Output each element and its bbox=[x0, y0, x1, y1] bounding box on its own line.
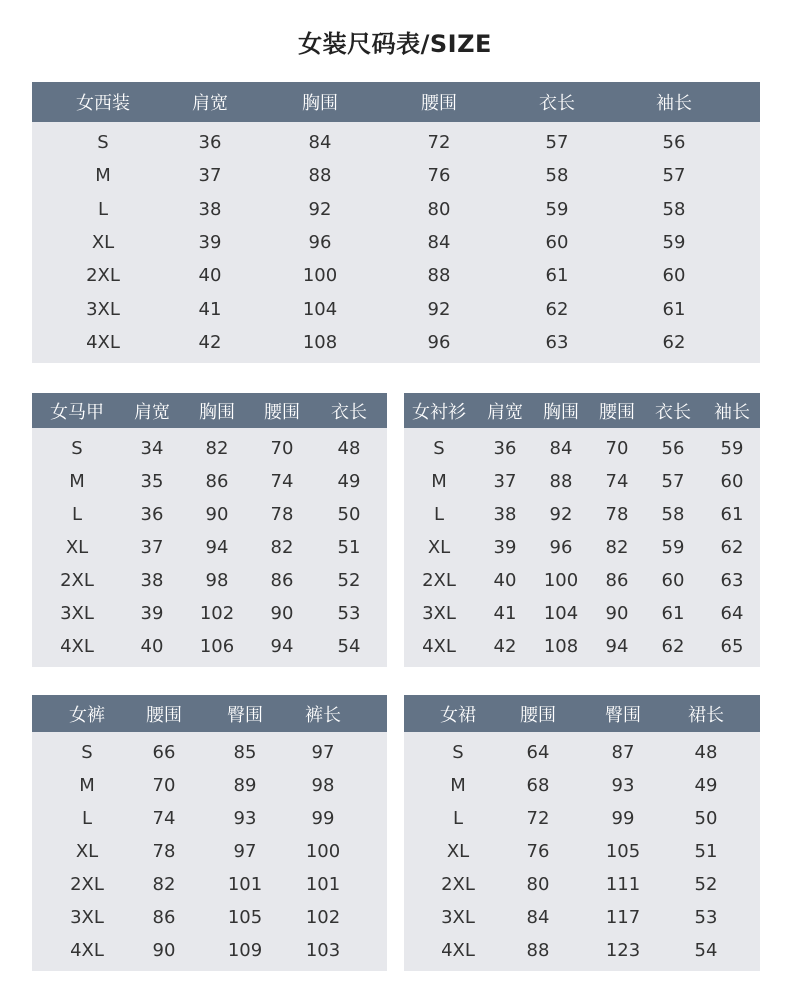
shirt-size-table bbox=[404, 393, 760, 667]
size-label: 2XL bbox=[60, 570, 94, 591]
measurement-cell: 42 bbox=[198, 331, 222, 353]
measurement-cell: 59 bbox=[720, 438, 744, 459]
measurement-cell: 39 bbox=[140, 603, 164, 624]
measurement-cell: 61 bbox=[720, 504, 744, 525]
measurement-cell: 96 bbox=[427, 331, 451, 353]
measurement-cell: 78 bbox=[605, 504, 629, 525]
measurement-cell: 106 bbox=[199, 636, 235, 657]
size-label: XL bbox=[446, 841, 470, 862]
measurement-cell: 117 bbox=[605, 907, 641, 928]
column-header: 肩宽 bbox=[192, 93, 228, 114]
table-row bbox=[404, 597, 760, 630]
size-label: S bbox=[81, 742, 93, 763]
measurement-cell: 36 bbox=[493, 438, 517, 459]
measurement-cell: 57 bbox=[545, 132, 569, 154]
measurement-cell: 102 bbox=[199, 603, 235, 624]
measurement-cell: 111 bbox=[605, 874, 641, 895]
measurement-cell: 86 bbox=[270, 570, 294, 591]
measurement-cell: 101 bbox=[305, 874, 341, 895]
measurement-cell: 58 bbox=[661, 504, 685, 525]
measurement-cell: 88 bbox=[308, 165, 332, 187]
size-label: 3XL bbox=[70, 907, 104, 928]
size-label: 2XL bbox=[70, 874, 104, 895]
measurement-cell: 72 bbox=[526, 808, 550, 829]
table-row bbox=[32, 259, 760, 292]
measurement-cell: 94 bbox=[270, 636, 294, 657]
measurement-cell: 58 bbox=[545, 165, 569, 187]
shirt-table-header bbox=[404, 393, 760, 428]
measurement-cell: 36 bbox=[140, 504, 164, 525]
measurement-cell: 48 bbox=[694, 742, 718, 763]
measurement-cell: 96 bbox=[308, 231, 332, 253]
column-header: 衣长 bbox=[539, 93, 575, 114]
measurement-cell: 105 bbox=[227, 907, 263, 928]
measurement-cell: 61 bbox=[662, 298, 686, 320]
table-row bbox=[32, 901, 387, 934]
column-header: 腰围 bbox=[520, 704, 556, 726]
measurement-cell: 63 bbox=[720, 570, 744, 591]
measurement-cell: 40 bbox=[198, 265, 222, 287]
measurement-cell: 56 bbox=[661, 438, 685, 459]
size-label: 3XL bbox=[422, 603, 456, 624]
size-label: 4XL bbox=[86, 331, 120, 353]
size-label: S bbox=[452, 742, 464, 763]
measurement-cell: 66 bbox=[152, 742, 176, 763]
column-header: 腰围 bbox=[599, 401, 635, 423]
measurement-cell: 38 bbox=[493, 504, 517, 525]
size-label: 2XL bbox=[422, 570, 456, 591]
size-label: 2XL bbox=[441, 874, 475, 895]
measurement-cell: 70 bbox=[152, 775, 176, 796]
vest-size-table bbox=[32, 393, 387, 667]
measurement-cell: 49 bbox=[337, 471, 361, 492]
measurement-cell: 104 bbox=[302, 298, 338, 320]
measurement-cell: 84 bbox=[427, 231, 451, 253]
measurement-cell: 72 bbox=[427, 132, 451, 154]
measurement-cell: 104 bbox=[543, 603, 579, 624]
column-header: 肩宽 bbox=[487, 401, 523, 423]
table-row bbox=[32, 193, 760, 226]
size-label: 4XL bbox=[422, 636, 456, 657]
pants-table-body bbox=[32, 732, 387, 971]
table-row bbox=[32, 159, 760, 192]
size-label: L bbox=[71, 504, 83, 525]
measurement-cell: 100 bbox=[543, 570, 579, 591]
vest-table-header bbox=[32, 393, 387, 428]
size-label: XL bbox=[65, 537, 89, 558]
measurement-cell: 86 bbox=[605, 570, 629, 591]
measurement-cell: 57 bbox=[662, 165, 686, 187]
table-row bbox=[404, 531, 760, 564]
column-header: 女裙 bbox=[440, 704, 476, 726]
measurement-cell: 88 bbox=[526, 940, 550, 961]
measurement-cell: 60 bbox=[662, 265, 686, 287]
measurement-cell: 53 bbox=[694, 907, 718, 928]
measurement-cell: 82 bbox=[205, 438, 229, 459]
size-label: XL bbox=[427, 537, 451, 558]
measurement-cell: 61 bbox=[545, 265, 569, 287]
measurement-cell: 37 bbox=[198, 165, 222, 187]
measurement-cell: 86 bbox=[205, 471, 229, 492]
measurement-cell: 98 bbox=[311, 775, 335, 796]
vest-table-body bbox=[32, 428, 387, 667]
measurement-cell: 94 bbox=[605, 636, 629, 657]
table-row bbox=[32, 736, 387, 769]
size-label: M bbox=[79, 775, 95, 796]
column-header: 裙长 bbox=[688, 704, 724, 726]
measurement-cell: 84 bbox=[549, 438, 573, 459]
measurement-cell: 62 bbox=[720, 537, 744, 558]
measurement-cell: 35 bbox=[140, 471, 164, 492]
measurement-cell: 50 bbox=[337, 504, 361, 525]
measurement-cell: 80 bbox=[526, 874, 550, 895]
size-label: XL bbox=[75, 841, 99, 862]
measurement-cell: 39 bbox=[493, 537, 517, 558]
measurement-cell: 58 bbox=[662, 198, 686, 220]
measurement-cell: 96 bbox=[549, 537, 573, 558]
measurement-cell: 37 bbox=[140, 537, 164, 558]
size-label: M bbox=[95, 165, 111, 187]
measurement-cell: 70 bbox=[605, 438, 629, 459]
column-header: 臀围 bbox=[227, 704, 263, 726]
size-label: L bbox=[433, 504, 445, 525]
measurement-cell: 61 bbox=[661, 603, 685, 624]
measurement-cell: 74 bbox=[152, 808, 176, 829]
size-label: 4XL bbox=[60, 636, 94, 657]
measurement-cell: 64 bbox=[526, 742, 550, 763]
measurement-cell: 62 bbox=[661, 636, 685, 657]
table-row bbox=[32, 835, 387, 868]
measurement-cell: 54 bbox=[694, 940, 718, 961]
table-row bbox=[404, 901, 760, 934]
table-row bbox=[32, 465, 387, 498]
measurement-cell: 59 bbox=[661, 537, 685, 558]
measurement-cell: 86 bbox=[152, 907, 176, 928]
table-row bbox=[32, 802, 387, 835]
column-header: 衣长 bbox=[655, 401, 691, 423]
measurement-cell: 100 bbox=[302, 265, 338, 287]
size-label: S bbox=[71, 438, 83, 459]
measurement-cell: 78 bbox=[270, 504, 294, 525]
measurement-cell: 56 bbox=[662, 132, 686, 154]
table-row bbox=[32, 769, 387, 802]
measurement-cell: 50 bbox=[694, 808, 718, 829]
table-row bbox=[404, 432, 760, 465]
pants-size-table bbox=[32, 695, 387, 971]
skirt-table-body bbox=[404, 732, 760, 971]
measurement-cell: 84 bbox=[526, 907, 550, 928]
measurement-cell: 38 bbox=[198, 198, 222, 220]
column-header: 女衬衫 bbox=[412, 401, 466, 423]
measurement-cell: 82 bbox=[270, 537, 294, 558]
measurement-cell: 62 bbox=[545, 298, 569, 320]
size-label: 3XL bbox=[60, 603, 94, 624]
measurement-cell: 98 bbox=[205, 570, 229, 591]
measurement-cell: 82 bbox=[605, 537, 629, 558]
column-header: 女马甲 bbox=[50, 401, 104, 423]
size-label: M bbox=[69, 471, 85, 492]
measurement-cell: 101 bbox=[227, 874, 263, 895]
column-header: 胸围 bbox=[543, 401, 579, 423]
measurement-cell: 74 bbox=[605, 471, 629, 492]
table-row bbox=[32, 326, 760, 359]
measurement-cell: 100 bbox=[305, 841, 341, 862]
table-row bbox=[32, 934, 387, 967]
table-row bbox=[404, 835, 760, 868]
measurement-cell: 41 bbox=[198, 298, 222, 320]
table-row bbox=[32, 868, 387, 901]
measurement-cell: 42 bbox=[493, 636, 517, 657]
size-label: XL bbox=[91, 231, 115, 253]
size-label: 2XL bbox=[86, 265, 120, 287]
measurement-cell: 60 bbox=[545, 231, 569, 253]
table-row bbox=[32, 432, 387, 465]
size-label: L bbox=[97, 198, 109, 220]
measurement-cell: 108 bbox=[302, 331, 338, 353]
measurement-cell: 41 bbox=[493, 603, 517, 624]
measurement-cell: 38 bbox=[140, 570, 164, 591]
measurement-cell: 78 bbox=[152, 841, 176, 862]
measurement-cell: 97 bbox=[233, 841, 257, 862]
suit-size-table bbox=[32, 82, 760, 363]
measurement-cell: 94 bbox=[205, 537, 229, 558]
shirt-table-body bbox=[404, 428, 760, 667]
column-header: 腰围 bbox=[421, 93, 457, 114]
column-header: 胸围 bbox=[199, 401, 235, 423]
measurement-cell: 36 bbox=[198, 132, 222, 154]
measurement-cell: 87 bbox=[611, 742, 635, 763]
measurement-cell: 105 bbox=[605, 841, 641, 862]
measurement-cell: 74 bbox=[270, 471, 294, 492]
size-label: M bbox=[450, 775, 466, 796]
measurement-cell: 63 bbox=[545, 331, 569, 353]
size-label: M bbox=[431, 471, 447, 492]
size-label: 4XL bbox=[70, 940, 104, 961]
suit-table-body bbox=[32, 122, 760, 363]
measurement-cell: 54 bbox=[337, 636, 361, 657]
measurement-cell: 88 bbox=[549, 471, 573, 492]
column-header: 裤长 bbox=[305, 704, 341, 726]
measurement-cell: 60 bbox=[720, 471, 744, 492]
measurement-cell: 90 bbox=[605, 603, 629, 624]
column-header: 衣长 bbox=[331, 401, 367, 423]
pants-table-header bbox=[32, 695, 387, 732]
table-row bbox=[32, 564, 387, 597]
measurement-cell: 108 bbox=[543, 636, 579, 657]
size-label: 3XL bbox=[441, 907, 475, 928]
table-row bbox=[404, 769, 760, 802]
page-title: 女装尺码表/SIZE bbox=[298, 30, 492, 58]
measurement-cell: 48 bbox=[337, 438, 361, 459]
skirt-size-table bbox=[404, 695, 760, 971]
size-label: L bbox=[81, 808, 93, 829]
size-label: S bbox=[433, 438, 445, 459]
table-row bbox=[404, 498, 760, 531]
measurement-cell: 34 bbox=[140, 438, 164, 459]
measurement-cell: 62 bbox=[662, 331, 686, 353]
measurement-cell: 89 bbox=[233, 775, 257, 796]
measurement-cell: 93 bbox=[611, 775, 635, 796]
measurement-cell: 97 bbox=[311, 742, 335, 763]
table-row bbox=[404, 934, 760, 967]
table-row bbox=[32, 226, 760, 259]
table-row bbox=[32, 597, 387, 630]
measurement-cell: 90 bbox=[270, 603, 294, 624]
measurement-cell: 51 bbox=[694, 841, 718, 862]
size-label: 4XL bbox=[441, 940, 475, 961]
size-label: 3XL bbox=[86, 298, 120, 320]
measurement-cell: 68 bbox=[526, 775, 550, 796]
measurement-cell: 82 bbox=[152, 874, 176, 895]
column-header: 腰围 bbox=[146, 704, 182, 726]
column-header: 腰围 bbox=[264, 401, 300, 423]
column-header: 臀围 bbox=[605, 704, 641, 726]
table-row bbox=[32, 498, 387, 531]
measurement-cell: 49 bbox=[694, 775, 718, 796]
measurement-cell: 92 bbox=[549, 504, 573, 525]
table-row bbox=[404, 736, 760, 769]
measurement-cell: 102 bbox=[305, 907, 341, 928]
column-header: 女西装 bbox=[76, 93, 130, 114]
table-row bbox=[404, 868, 760, 901]
measurement-cell: 85 bbox=[233, 742, 257, 763]
table-row bbox=[32, 630, 387, 663]
table-row bbox=[404, 630, 760, 663]
column-header: 袖长 bbox=[714, 401, 750, 423]
size-label: L bbox=[452, 808, 464, 829]
column-header: 胸围 bbox=[302, 93, 338, 114]
measurement-cell: 103 bbox=[305, 940, 341, 961]
measurement-cell: 76 bbox=[526, 841, 550, 862]
measurement-cell: 70 bbox=[270, 438, 294, 459]
measurement-cell: 76 bbox=[427, 165, 451, 187]
table-row bbox=[32, 293, 760, 326]
measurement-cell: 52 bbox=[694, 874, 718, 895]
table-row bbox=[404, 802, 760, 835]
suit-table-header bbox=[32, 82, 760, 122]
measurement-cell: 52 bbox=[337, 570, 361, 591]
measurement-cell: 80 bbox=[427, 198, 451, 220]
measurement-cell: 60 bbox=[661, 570, 685, 591]
table-row bbox=[32, 126, 760, 159]
measurement-cell: 93 bbox=[233, 808, 257, 829]
measurement-cell: 37 bbox=[493, 471, 517, 492]
measurement-cell: 88 bbox=[427, 265, 451, 287]
measurement-cell: 51 bbox=[337, 537, 361, 558]
column-header: 袖长 bbox=[656, 93, 692, 114]
measurement-cell: 59 bbox=[545, 198, 569, 220]
measurement-cell: 109 bbox=[227, 940, 263, 961]
measurement-cell: 64 bbox=[720, 603, 744, 624]
skirt-table-header bbox=[404, 695, 760, 732]
measurement-cell: 92 bbox=[308, 198, 332, 220]
measurement-cell: 59 bbox=[662, 231, 686, 253]
measurement-cell: 99 bbox=[611, 808, 635, 829]
measurement-cell: 65 bbox=[720, 636, 744, 657]
measurement-cell: 99 bbox=[311, 808, 335, 829]
measurement-cell: 40 bbox=[493, 570, 517, 591]
measurement-cell: 40 bbox=[140, 636, 164, 657]
table-row bbox=[32, 531, 387, 564]
table-row bbox=[404, 465, 760, 498]
measurement-cell: 90 bbox=[205, 504, 229, 525]
measurement-cell: 90 bbox=[152, 940, 176, 961]
measurement-cell: 57 bbox=[661, 471, 685, 492]
measurement-cell: 53 bbox=[337, 603, 361, 624]
measurement-cell: 39 bbox=[198, 231, 222, 253]
measurement-cell: 123 bbox=[605, 940, 641, 961]
measurement-cell: 92 bbox=[427, 298, 451, 320]
measurement-cell: 84 bbox=[308, 132, 332, 154]
size-label: S bbox=[97, 132, 109, 154]
table-row bbox=[404, 564, 760, 597]
column-header: 肩宽 bbox=[134, 401, 170, 423]
column-header: 女裤 bbox=[69, 704, 105, 726]
